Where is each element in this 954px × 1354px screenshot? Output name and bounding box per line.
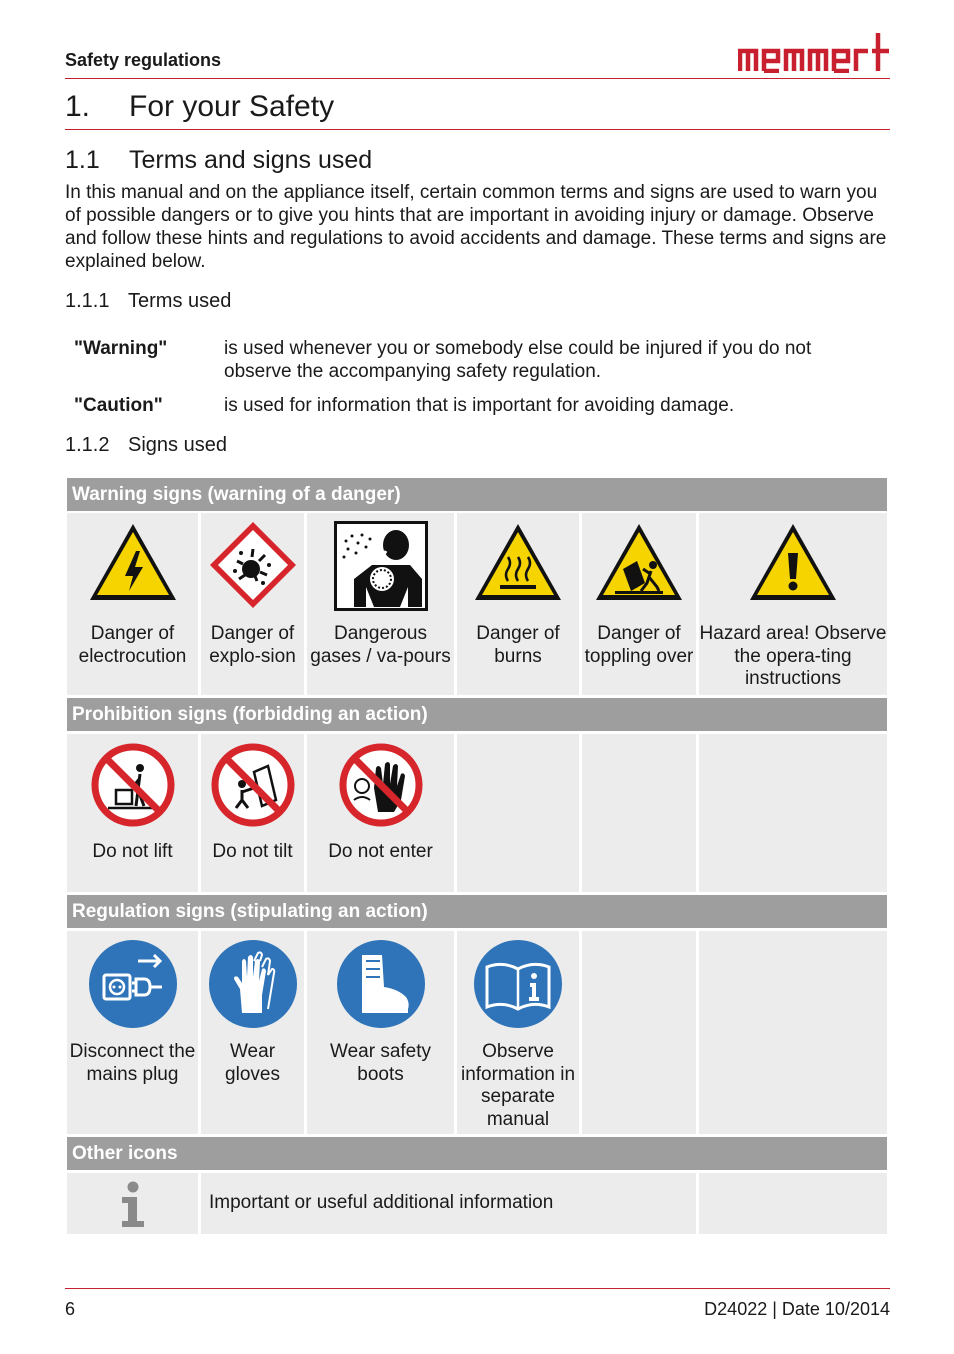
info-description-cell: [201, 1173, 696, 1234]
intro-paragraph: In this manual and on the appliance itself, certain common terms and signs are used to warn you of possible dangers or to give you hints that are important in avoiding injury or damage. Observe and follow these hints and regulations to avoid accidents and damage. These terms and signs are explained below.: [65, 182, 887, 272]
prohibition-signs-header: Prohibition signs (forbidding an action): [67, 698, 887, 731]
document-id: D24022 | Date 10/2014: [704, 1299, 890, 1319]
disconnect-plug-icon: [88, 939, 178, 1029]
empty-cell: [457, 734, 579, 892]
sign-caption: Danger of toppling over: [584, 623, 694, 667]
empty-cell: [699, 734, 887, 892]
sign-caption: Wear gloves: [225, 1041, 280, 1085]
term-warning-definition: is used whenever you or somebody else could be injured if you do not observe the accompanying safety regulation.: [224, 338, 812, 382]
chapter-title: 1. For your Safety: [65, 90, 335, 123]
terms-used-heading: 1.1.1 Terms used: [65, 290, 232, 312]
page-number: 6: [65, 1299, 76, 1319]
general-hazard-warning-icon: [747, 521, 839, 603]
empty-cell: [699, 931, 887, 1134]
memmert-logo: [738, 31, 890, 73]
term-caution-definition: is used for information that is important for avoiding damage.: [224, 395, 735, 416]
running-header: Safety regulations: [65, 50, 222, 70]
signs-used-heading: 1.1.2 Signs used: [65, 434, 227, 456]
empty-cell: [699, 1173, 887, 1234]
sign-cell: [201, 931, 304, 1134]
sign-caption: Dangerous gases / va-pours: [310, 623, 451, 667]
sign-cell: [457, 513, 579, 695]
sign-cell: [699, 513, 887, 695]
sign-cell: [457, 931, 579, 1134]
info-description: Important or useful additional information: [209, 1192, 554, 1213]
sign-cell: [201, 734, 304, 892]
sign-caption: Hazard area! Observe the opera-ting instructions: [699, 623, 887, 689]
read-manual-icon: [473, 939, 563, 1029]
empty-cell: [582, 734, 696, 892]
sign-cell: [67, 513, 198, 695]
warning-signs-header: Warning signs (warning of a danger): [67, 478, 887, 511]
regulation-signs-header: Regulation signs (stipulating an action): [67, 895, 887, 928]
sign-cell: [307, 513, 454, 695]
sign-cell: [201, 513, 304, 695]
term-warning: "Warning": [74, 338, 168, 359]
toxic-gas-warning-icon: [334, 521, 428, 611]
sign-caption: Observe information in separate manual: [460, 1041, 576, 1130]
explosion-warning-icon: [207, 519, 299, 611]
empty-cell: [582, 931, 696, 1134]
sign-caption: Wear safety boots: [329, 1041, 432, 1085]
sign-caption: Do not tilt: [212, 841, 293, 862]
no-lifting-icon: [90, 742, 176, 828]
sign-caption: Disconnect the mains plug: [69, 1041, 196, 1085]
sign-caption: Danger of explo-sion: [209, 623, 296, 667]
sign-cell: [307, 734, 454, 892]
sign-cell: [582, 513, 696, 695]
term-caution: "Caution": [74, 395, 163, 416]
sign-cell: [67, 734, 198, 892]
section-title: 1.1 Terms and signs used: [65, 146, 373, 174]
sign-caption: Do not lift: [92, 841, 173, 862]
sign-caption: Do not enter: [328, 841, 433, 862]
sign-cell: [307, 931, 454, 1134]
sign-cell: [67, 931, 198, 1134]
hot-surface-warning-icon: [472, 521, 564, 603]
no-entry-icon: [338, 742, 424, 828]
toppling-warning-icon: [593, 521, 685, 603]
info-icon: [118, 1181, 148, 1227]
sign-cell: [67, 1173, 198, 1234]
no-tilting-icon: [210, 742, 296, 828]
other-icons-header: Other icons: [67, 1137, 887, 1170]
sign-caption: Danger of electrocution: [78, 623, 187, 667]
safety-boots-icon: [336, 939, 426, 1029]
electrocution-warning-icon: [87, 521, 179, 603]
sign-caption: Danger of burns: [476, 623, 560, 667]
gloves-icon: [208, 939, 298, 1029]
